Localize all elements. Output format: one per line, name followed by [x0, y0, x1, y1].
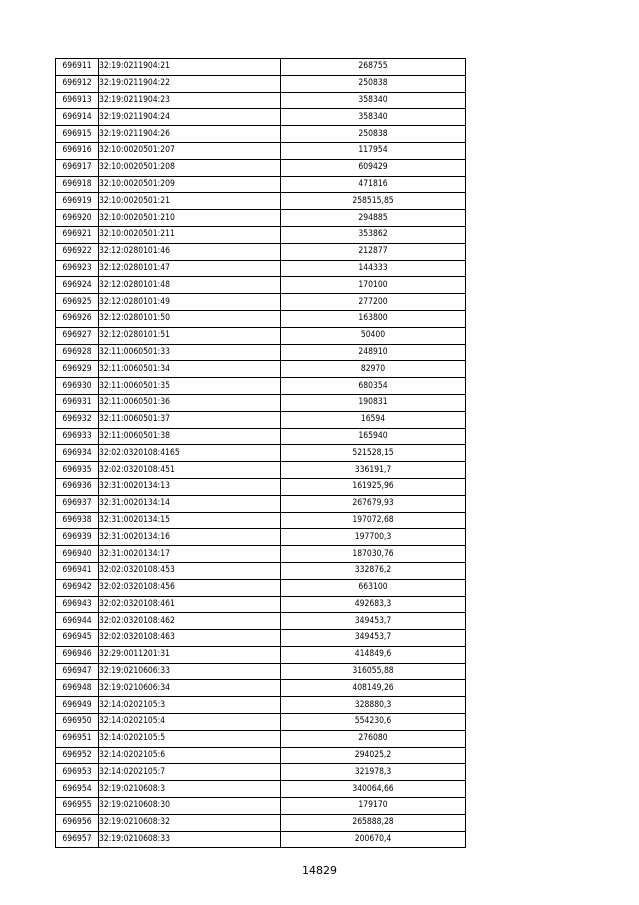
row-id-cell: 696915 — [56, 126, 99, 143]
value-cell: 212877 — [281, 243, 466, 260]
value-cell: 340064,66 — [281, 781, 466, 798]
cadastral-number-cell: 32:19:0211904:22 — [99, 75, 281, 92]
table-row — [56, 529, 466, 546]
cadastral-number-cell: 32:31:0020134:13 — [99, 478, 281, 495]
cadastral-number-cell: 32:19:0210606:33 — [99, 663, 281, 680]
value-cell: 144333 — [281, 260, 466, 277]
cadastral-number-cell: 32:19:0210608:32 — [99, 814, 281, 831]
cadastral-number-cell: 32:19:0211904:24 — [99, 109, 281, 126]
value-cell: 197700,3 — [281, 529, 466, 546]
value-cell: 316055,88 — [281, 663, 466, 680]
table-row — [56, 109, 466, 126]
table-row — [56, 798, 466, 815]
cadastral-number-cell: 32:31:0020134:15 — [99, 512, 281, 529]
cadastral-number-cell: 32:10:0020501:211 — [99, 226, 281, 243]
row-id-cell: 696938 — [56, 512, 99, 529]
value-cell: 200670,4 — [281, 831, 466, 848]
cadastral-number-cell: 32:11:0060501:34 — [99, 361, 281, 378]
row-id-cell: 696919 — [56, 193, 99, 210]
cadastral-number-cell: 32:02:0320108:453 — [99, 562, 281, 579]
table-row — [56, 126, 466, 143]
cadastral-number-cell: 32:19:0211904:21 — [99, 59, 281, 76]
value-cell: 163800 — [281, 310, 466, 327]
row-id-cell: 696953 — [56, 764, 99, 781]
row-id-cell: 696929 — [56, 361, 99, 378]
value-cell: 321978,3 — [281, 764, 466, 781]
value-cell: 492683,3 — [281, 596, 466, 613]
cadastral-number-cell: 32:11:0060501:37 — [99, 411, 281, 428]
value-cell: 349453,7 — [281, 630, 466, 647]
cadastral-number-cell: 32:10:0020501:209 — [99, 176, 281, 193]
row-id-cell: 696923 — [56, 260, 99, 277]
cadastral-value-table — [55, 58, 466, 848]
table-row — [56, 613, 466, 630]
table-row — [56, 445, 466, 462]
value-cell: 521528,15 — [281, 445, 466, 462]
table-row — [56, 462, 466, 479]
table-row — [56, 193, 466, 210]
value-cell: 408149,26 — [281, 680, 466, 697]
value-cell: 353862 — [281, 226, 466, 243]
cadastral-number-cell: 32:10:0020501:21 — [99, 193, 281, 210]
row-id-cell: 696934 — [56, 445, 99, 462]
value-cell: 328880,3 — [281, 697, 466, 714]
table-row — [56, 428, 466, 445]
row-id-cell: 696954 — [56, 781, 99, 798]
row-id-cell: 696933 — [56, 428, 99, 445]
cadastral-number-cell: 32:02:0320108:462 — [99, 613, 281, 630]
value-cell: 414849,6 — [281, 646, 466, 663]
row-id-cell: 696948 — [56, 680, 99, 697]
value-cell: 358340 — [281, 109, 466, 126]
value-cell: 197072,68 — [281, 512, 466, 529]
cadastral-number-cell: 32:14:0202105:7 — [99, 764, 281, 781]
row-id-cell: 696947 — [56, 663, 99, 680]
cadastral-number-cell: 32:02:0320108:463 — [99, 630, 281, 647]
row-id-cell: 696946 — [56, 646, 99, 663]
cadastral-number-cell: 32:12:0280101:50 — [99, 310, 281, 327]
cadastral-number-cell: 32:12:0280101:48 — [99, 277, 281, 294]
row-id-cell: 696939 — [56, 529, 99, 546]
cadastral-number-cell: 32:14:0202105:3 — [99, 697, 281, 714]
value-cell: 358340 — [281, 92, 466, 109]
cadastral-number-cell: 32:11:0060501:36 — [99, 394, 281, 411]
value-cell: 277200 — [281, 294, 466, 311]
row-id-cell: 696928 — [56, 344, 99, 361]
cadastral-number-cell: 32:14:0202105:5 — [99, 730, 281, 747]
cadastral-number-cell: 32:02:0320108:456 — [99, 579, 281, 596]
value-cell: 336191,7 — [281, 462, 466, 479]
table-row — [56, 310, 466, 327]
cadastral-number-cell: 32:11:0060501:35 — [99, 378, 281, 395]
table-row — [56, 344, 466, 361]
value-cell: 250838 — [281, 126, 466, 143]
value-cell: 258515,85 — [281, 193, 466, 210]
value-cell: 554230,6 — [281, 714, 466, 731]
table-row — [56, 663, 466, 680]
cadastral-number-cell: 32:12:0280101:51 — [99, 327, 281, 344]
table-row — [56, 630, 466, 647]
row-id-cell: 696922 — [56, 243, 99, 260]
cadastral-number-cell: 32:10:0020501:207 — [99, 142, 281, 159]
cadastral-number-cell: 32:19:0210608:33 — [99, 831, 281, 848]
row-id-cell: 696920 — [56, 210, 99, 227]
cadastral-number-cell: 32:31:0020134:16 — [99, 529, 281, 546]
row-id-cell: 696930 — [56, 378, 99, 395]
value-cell: 250838 — [281, 75, 466, 92]
cadastral-number-cell: 32:11:0060501:33 — [99, 344, 281, 361]
cadastral-number-cell: 32:31:0020134:14 — [99, 495, 281, 512]
row-id-cell: 696927 — [56, 327, 99, 344]
value-cell: 268755 — [281, 59, 466, 76]
table-row — [56, 294, 466, 311]
row-id-cell: 696935 — [56, 462, 99, 479]
table-row — [56, 714, 466, 731]
row-id-cell: 696916 — [56, 142, 99, 159]
row-id-cell: 696914 — [56, 109, 99, 126]
table-row — [56, 747, 466, 764]
cadastral-number-cell: 32:19:0211904:26 — [99, 126, 281, 143]
row-id-cell: 696936 — [56, 478, 99, 495]
value-cell: 265888,28 — [281, 814, 466, 831]
cadastral-number-cell: 32:10:0020501:208 — [99, 159, 281, 176]
row-id-cell: 696924 — [56, 277, 99, 294]
row-id-cell: 696949 — [56, 697, 99, 714]
table-row — [56, 831, 466, 848]
table-row — [56, 814, 466, 831]
table-row — [56, 730, 466, 747]
row-id-cell: 696951 — [56, 730, 99, 747]
value-cell: 190831 — [281, 394, 466, 411]
table-body — [56, 59, 466, 848]
table-row — [56, 478, 466, 495]
row-id-cell: 696952 — [56, 747, 99, 764]
cadastral-number-cell: 32:10:0020501:210 — [99, 210, 281, 227]
cadastral-number-cell: 32:02:0320108:461 — [99, 596, 281, 613]
value-cell: 349453,7 — [281, 613, 466, 630]
cadastral-number-cell: 32:12:0280101:47 — [99, 260, 281, 277]
table-row — [56, 243, 466, 260]
table-row — [56, 361, 466, 378]
row-id-cell: 696917 — [56, 159, 99, 176]
row-id-cell: 696942 — [56, 579, 99, 596]
cadastral-number-cell: 32:14:0202105:6 — [99, 747, 281, 764]
value-cell: 332876,2 — [281, 562, 466, 579]
value-cell: 82970 — [281, 361, 466, 378]
row-id-cell: 696945 — [56, 630, 99, 647]
row-id-cell: 696956 — [56, 814, 99, 831]
row-id-cell: 696925 — [56, 294, 99, 311]
value-cell: 16594 — [281, 411, 466, 428]
row-id-cell: 696932 — [56, 411, 99, 428]
table-row — [56, 176, 466, 193]
cadastral-number-cell: 32:31:0020134:17 — [99, 546, 281, 563]
table-row — [56, 159, 466, 176]
table-row — [56, 59, 466, 76]
table-row — [56, 226, 466, 243]
cadastral-number-cell: 32:19:0210608:30 — [99, 798, 281, 815]
row-id-cell: 696940 — [56, 546, 99, 563]
table-row — [56, 646, 466, 663]
table-row — [56, 378, 466, 395]
cadastral-number-cell: 32:12:0280101:49 — [99, 294, 281, 311]
row-id-cell: 696937 — [56, 495, 99, 512]
table-row — [56, 579, 466, 596]
table-row — [56, 697, 466, 714]
table-row — [56, 596, 466, 613]
value-cell: 165940 — [281, 428, 466, 445]
cadastral-number-cell: 32:12:0280101:46 — [99, 243, 281, 260]
table-row — [56, 562, 466, 579]
cadastral-number-cell: 32:19:0210608:3 — [99, 781, 281, 798]
table-row — [56, 495, 466, 512]
row-id-cell: 696911 — [56, 59, 99, 76]
value-cell: 179170 — [281, 798, 466, 815]
value-cell: 294025,2 — [281, 747, 466, 764]
table-row — [56, 764, 466, 781]
table-row — [56, 142, 466, 159]
row-id-cell: 696913 — [56, 92, 99, 109]
value-cell: 680354 — [281, 378, 466, 395]
value-cell: 294885 — [281, 210, 466, 227]
row-id-cell: 696950 — [56, 714, 99, 731]
table-row — [56, 411, 466, 428]
table-row — [56, 260, 466, 277]
table-row — [56, 277, 466, 294]
cadastral-number-cell: 32:02:0320108:451 — [99, 462, 281, 479]
table-row — [56, 781, 466, 798]
table-row — [56, 75, 466, 92]
row-id-cell: 696943 — [56, 596, 99, 613]
value-cell: 276080 — [281, 730, 466, 747]
row-id-cell: 696912 — [56, 75, 99, 92]
value-cell: 170100 — [281, 277, 466, 294]
row-id-cell: 696944 — [56, 613, 99, 630]
table-row — [56, 92, 466, 109]
cadastral-number-cell: 32:14:0202105:4 — [99, 714, 281, 731]
value-cell: 187030,76 — [281, 546, 466, 563]
cadastral-number-cell: 32:11:0060501:38 — [99, 428, 281, 445]
cadastral-number-cell: 32:19:0211904:23 — [99, 92, 281, 109]
row-id-cell: 696941 — [56, 562, 99, 579]
row-id-cell: 696931 — [56, 394, 99, 411]
table-row — [56, 680, 466, 697]
table-row — [56, 327, 466, 344]
row-id-cell: 696955 — [56, 798, 99, 815]
table-row — [56, 546, 466, 563]
row-id-cell: 696957 — [56, 831, 99, 848]
table-row — [56, 394, 466, 411]
value-cell: 117954 — [281, 142, 466, 159]
value-cell: 50400 — [281, 327, 466, 344]
cadastral-number-cell: 32:29:0011201:31 — [99, 646, 281, 663]
row-id-cell: 696921 — [56, 226, 99, 243]
table-row — [56, 512, 466, 529]
value-cell: 161925,96 — [281, 478, 466, 495]
cadastral-number-cell: 32:02:0320108:4165 — [99, 445, 281, 462]
row-id-cell: 696926 — [56, 310, 99, 327]
page-number: 14829 — [302, 864, 337, 877]
value-cell: 471816 — [281, 176, 466, 193]
value-cell: 248910 — [281, 344, 466, 361]
cadastral-number-cell: 32:19:0210606:34 — [99, 680, 281, 697]
table-row — [56, 210, 466, 227]
value-cell: 663100 — [281, 579, 466, 596]
value-cell: 609429 — [281, 159, 466, 176]
value-cell: 267679,93 — [281, 495, 466, 512]
row-id-cell: 696918 — [56, 176, 99, 193]
